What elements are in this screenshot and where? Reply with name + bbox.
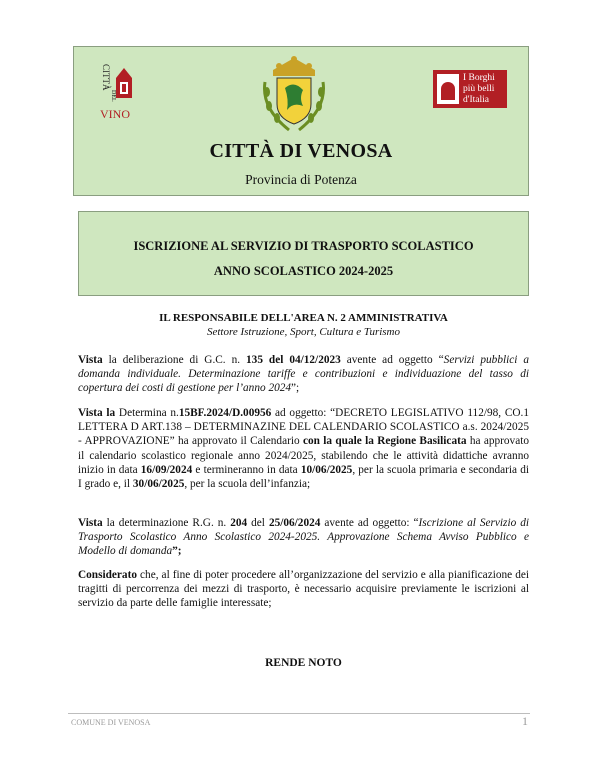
p3-bold-4: ”;	[172, 545, 182, 558]
p2-text-6: , per la scuola dell’infanzia;	[184, 478, 311, 491]
p2-bold-2: 15BF.2024/D.00956	[178, 407, 272, 419]
subject-line-2: ANNO SCOLASTICO 2024-2025	[213, 264, 394, 278]
p2-text-4: e termineranno in data	[192, 463, 301, 476]
footer-municipality: COMUNE DI VENOSA	[71, 718, 151, 727]
p2-text-3: ha approvato il calendario scolastico regionale anno 2024/2025, stabilendo che le attività didattiche avranno inizio in data	[78, 435, 530, 476]
province-name: Provincia di Potenza	[245, 172, 357, 187]
paragraph-considerato	[78, 568, 529, 611]
p4-text-1: che, al fine di poter procedere all’organizzazione del servizio e alla pianificazione dei tragitti di percorrenza dei mezzi di trasporto, è necessario acquisire previamente le iscrizioni al servizio da parte delle famiglie interessate;	[78, 569, 529, 610]
p3-text-1b: del	[247, 517, 269, 529]
p3-bold-1: Vista	[78, 517, 103, 529]
footer-divider	[68, 713, 530, 714]
p2-text-2: ad oggetto: “DECRETO LEGISLATIVO 112/98, CO.1 LETTERA D ART.138 – DETERMINAZINE DEL CALENDARIO SCOLASTICO a.s. 2024/2025 - APPROVAZIONE” ha approvato il Calendario	[78, 407, 529, 448]
subject-line-1: ISCRIZIONE AL SERVIZIO DI TRASPORTO SCOLASTICO	[133, 239, 474, 253]
paragraph-vista-deliberazione	[78, 353, 529, 396]
rende-noto-heading: RENDE NOTO	[265, 657, 342, 669]
borghi-logo-text: I Borghi più belli d'Italia	[463, 73, 495, 105]
paragraph-vista-determinazione	[78, 516, 529, 559]
p1-text-1b: avente ad oggetto “	[340, 354, 444, 366]
p1-text-1: la deliberazione di G.C. n.	[102, 354, 247, 366]
p1-italic: Servizi pubblici a domanda individuale. Determinazione tariffe e contribuzioni e individuazione del tasso di copertura dei costi di gestione per l’anno 2024	[78, 354, 530, 395]
p1-bold-1: Vista	[78, 354, 103, 366]
venosa-crest	[259, 52, 329, 134]
citta-del-vino-logo	[94, 60, 136, 122]
p1-bold-2: 135 del 04/12/2023	[246, 354, 341, 366]
p2-text-5: , per la scuola primaria e secondaria di I grado e, il	[78, 463, 529, 491]
city-title: CITTÀ DI VENOSA	[209, 140, 393, 162]
svg-text:CITTÀ: CITTÀ	[101, 64, 111, 91]
p2-bold-4: 16/09/2024	[140, 463, 193, 476]
page-number: 1	[522, 714, 528, 728]
p2-bold-3: con la quale la Regione Basilicata	[302, 435, 467, 448]
borghi-piu-belli-logo	[433, 70, 507, 108]
p1-text-3: ”;	[291, 382, 300, 395]
p3-bold-3: 25/06/2024	[268, 517, 321, 529]
p3-text-1c: avente ad oggetto: “	[320, 517, 419, 529]
svg-text:VINO: VINO	[100, 107, 130, 121]
p3-bold-2: 204	[230, 517, 248, 529]
svg-text:DEL: DEL	[110, 90, 116, 102]
tower-icon	[437, 74, 459, 104]
paragraph-vista-determina	[78, 406, 529, 491]
p2-text-1: Determina n.	[115, 407, 179, 419]
p4-bold-1: Considerato	[78, 569, 137, 581]
p2-bold-1: Vista la	[78, 407, 116, 419]
p3-text-1: la determinazione R.G. n.	[102, 517, 231, 529]
p2-bold-6: 30/06/2025	[132, 478, 185, 491]
p2-bold-5: 10/06/2025	[300, 463, 353, 476]
p3-italic: Iscrizione al Servizio di Trasporto Scolastico Anno Scolastico 2024-2025. Approvazione Schema Avviso Pubblico e Modello di domanda	[78, 517, 530, 558]
responsible-sector: Settore Istruzione, Sport, Cultura e Turismo	[206, 326, 401, 338]
responsible-title: IL RESPONSABILE DELL'AREA N. 2 AMMINISTRATIVA	[159, 312, 448, 324]
